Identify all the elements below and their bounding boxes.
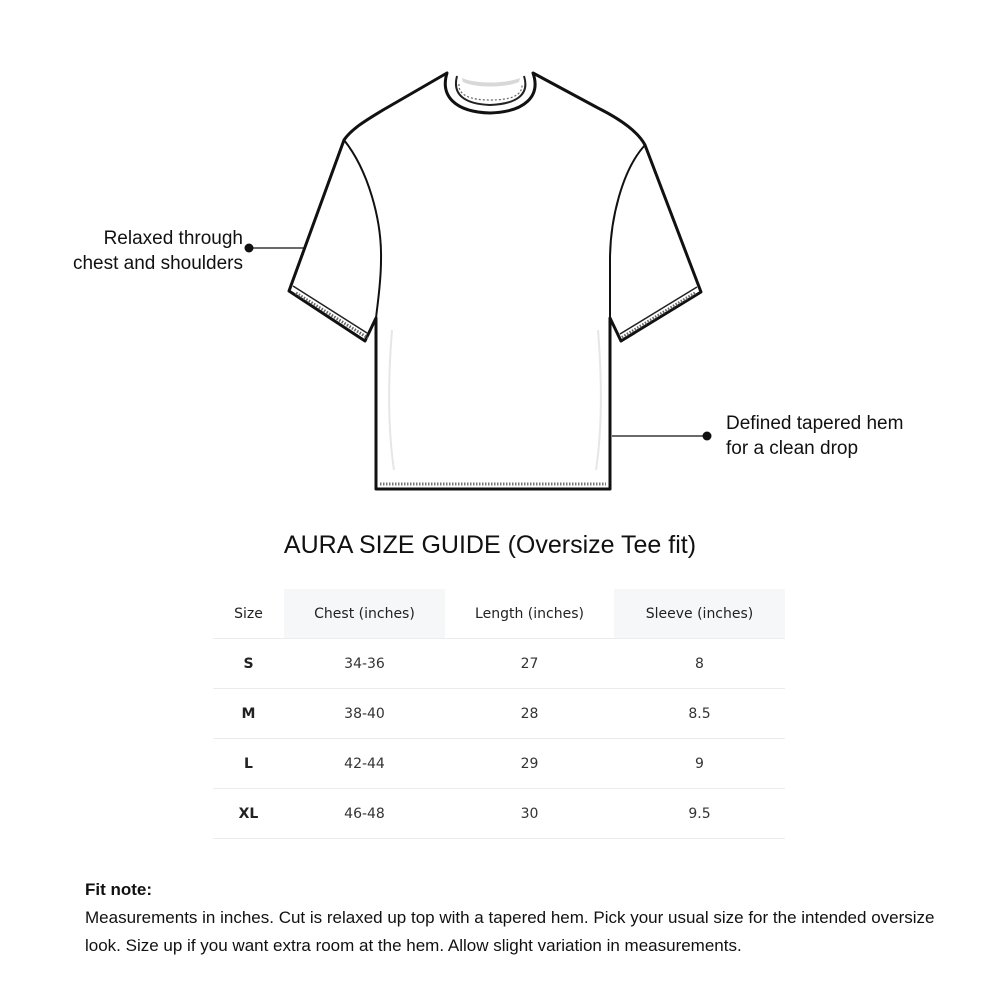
cell-sleeve: 9 [614,739,785,789]
cell-sleeve: 8 [614,639,785,689]
cell-length: 29 [445,739,614,789]
size-guide-title: AURA SIZE GUIDE (Oversize Tee fit) [283,531,697,559]
header-size: Size [213,589,284,639]
cell-length: 30 [445,789,614,839]
tapered-hem-callout [726,411,986,461]
header-sleeve: Sleeve (inches) [614,589,785,639]
collar-shade [462,78,520,87]
cell-length: 27 [445,639,614,689]
cell-size: L [213,739,284,789]
chest-shoulders-callout [0,226,243,276]
fit-note-heading: Fit note: [85,880,153,899]
header-chest: Chest (inches) [284,589,445,639]
cell-length: 28 [445,689,614,739]
right-callout-dot [703,432,712,441]
table-row [213,739,785,789]
size-table [213,589,785,839]
callout-left-line2: chest and shoulders [72,253,243,274]
callout-right-line2: for a clean drop [726,438,859,459]
fit-note-body: Measurements in inches. Cut is relaxed up top with a tapered hem. Pick your usual size for the intended oversize look. Size up if you want extra room at the hem. Allow slight variation in measurements. [85,908,935,955]
cell-chest: 46-48 [284,789,445,839]
cell-sleeve: 8.5 [614,689,785,739]
header-length: Length (inches) [445,589,614,639]
table-row [213,689,785,739]
fit-note [85,876,965,960]
table-row [213,789,785,839]
cell-size: XL [213,789,284,839]
left-callout-dot [245,244,254,253]
cell-chest: 34-36 [284,639,445,689]
table-row [213,639,785,689]
tshirt-outline [289,73,701,489]
table-header-row [213,589,785,639]
callout-right-line1: Defined tapered hem [726,413,904,434]
cell-size: M [213,689,284,739]
cell-chest: 38-40 [284,689,445,739]
cell-sleeve: 9.5 [614,789,785,839]
callout-left-line1: Relaxed through [103,228,243,249]
cell-size: S [213,639,284,689]
cell-chest: 42-44 [284,739,445,789]
